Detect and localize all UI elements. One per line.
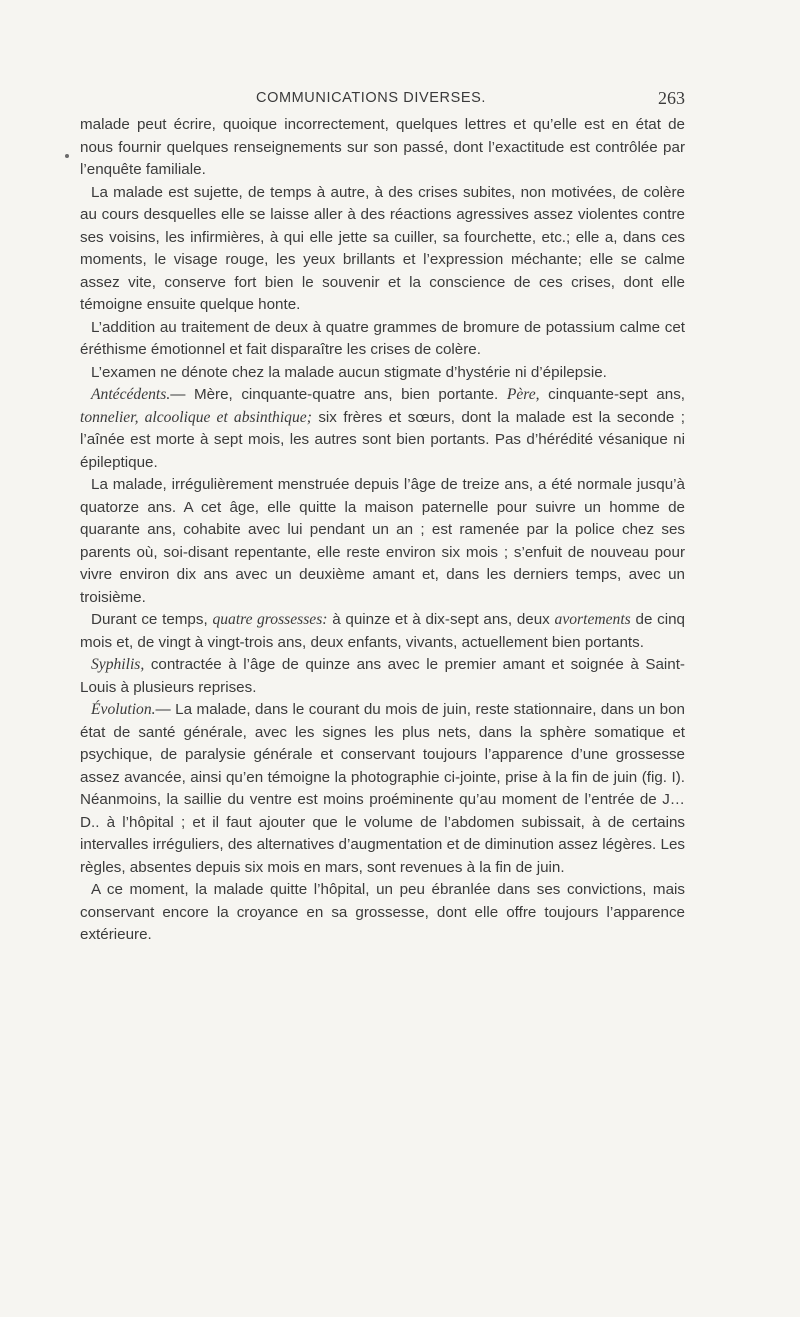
text-run: L’examen ne dénote chez la malade aucun stigmate d’hystérie ni d’épilepsie. bbox=[91, 363, 607, 381]
text-run: contractée à l’âge de quinze ans avec le premier amant et soignée à Saint-Louis à plusieurs reprises. bbox=[80, 656, 685, 696]
running-title: COMMUNICATIONS DIVERSES. bbox=[256, 90, 487, 106]
italic-run: quatre grossesses: bbox=[212, 611, 328, 628]
text-run: — La malade, dans le courant du mois de juin, reste stationnaire, dans un bon état de santé générale, avec les signes les plus nets, dans la sphère somatique et psychique, de paralysie générale et conservant toujours l’apparence d’une grossesse assez avancée, ainsi qu’en témoigne la photographie ci-jointe, prise à la fin de juin (fig. I). Néanmoins, la saillie du ventre est moins proéminente qu’au moment de l’entrée de J… D.. à l’hôpital ; et il faut ajouter que le volume de l’abdomen subissait, à de certains intervalles irréguliers, des alternatives d’augmentation et de diminution assez légères. Les règles, absentes depuis six mois en mars, sont revenues à la fin de juin. bbox=[80, 701, 685, 876]
text-run: cinquante-sept ans, bbox=[539, 386, 686, 403]
paragraph bbox=[80, 362, 685, 385]
italic-run: Père, bbox=[506, 386, 540, 403]
text-run: — Mère, cinquante-quatre ans, bien portante. bbox=[170, 386, 507, 403]
paragraph bbox=[80, 474, 685, 609]
paragraph bbox=[80, 879, 685, 947]
paragraph bbox=[80, 609, 685, 654]
running-head bbox=[80, 88, 685, 112]
paragraph bbox=[80, 699, 685, 879]
text-run: La malade, irrégulièrement menstruée depuis l’âge de treize ans, a été normale jusqu’à quatorze ans. A cet âge, elle quitte la maison paternelle pour suivre un homme de quarante ans, cohabite avec lui pendant un an ; est ramenée par la police chez ses parents où, soi-disant repentante, elle reste environ six mois ; s’enfuit de nouveau pour vivre environ dix ans avec un deuxième amant et, dans les derniers temps, avec un troisième. bbox=[80, 476, 685, 606]
text-run: La malade est sujette, de temps à autre, à des crises subites, non motivées, de colère au cours desquelles elle se laisse aller à des réactions agressives assez violentes contre ses voisins, les infirmières, à qui elle jette sa cuiller, sa fourchette, etc.; elle a, dans ces moments, le visage rouge, les yeux brillants et l’expression méchante; elle se calme assez vite, conserve fort bien le souvenir et la conscience de ces crises, dont elle témoigne ensuite quelque honte. bbox=[80, 183, 685, 313]
paragraph bbox=[80, 182, 685, 317]
margin-mark bbox=[65, 154, 69, 158]
text-run: de cinq mois et, de vingt à vingt-trois ans, deux enfants, vivants, actuellement bien portants. bbox=[80, 611, 685, 651]
italic-run: avortements bbox=[554, 611, 631, 628]
italic-run: Évolution. bbox=[91, 701, 156, 718]
paragraph bbox=[80, 654, 685, 699]
text-run: malade peut écrire, quoique incorrectement, quelques lettres et qu’elle est en état de nous fournir quelques renseignements sur son passé, dont l’exactitude est contrôlée par l’enquête familiale. bbox=[80, 116, 685, 178]
text-run: six frères et sœurs, dont la malade est la seconde ; l’aînée est morte à sept mois, les autres sont bien portants. Pas d’hérédité vésanique ni épileptique. bbox=[80, 408, 686, 471]
text-run: L’addition au traitement de deux à quatre grammes de bromure de potassium calme cet éréthisme émotionnel et fait disparaître les crises de colère. bbox=[80, 318, 685, 358]
italic-run: Antécédents. bbox=[91, 386, 171, 403]
italic-run: Syphilis, bbox=[91, 656, 145, 673]
text-run: A ce moment, la malade quitte l’hôpital, un peu ébranlée dans ses convictions, mais conservant encore la croyance en sa grossesse, dont elle offre toujours l’apparence extérieure. bbox=[80, 881, 685, 943]
paragraph bbox=[80, 114, 685, 182]
paragraph bbox=[80, 317, 685, 362]
italic-run: tonnelier, alcoolique et absinthique; bbox=[80, 408, 312, 426]
page-body bbox=[80, 88, 685, 947]
text-run: Durant ce temps, bbox=[91, 611, 213, 628]
page-number: 263 bbox=[658, 88, 685, 108]
paragraph bbox=[80, 384, 685, 474]
text-run: à quinze et à dix-sept ans, deux bbox=[327, 611, 555, 628]
